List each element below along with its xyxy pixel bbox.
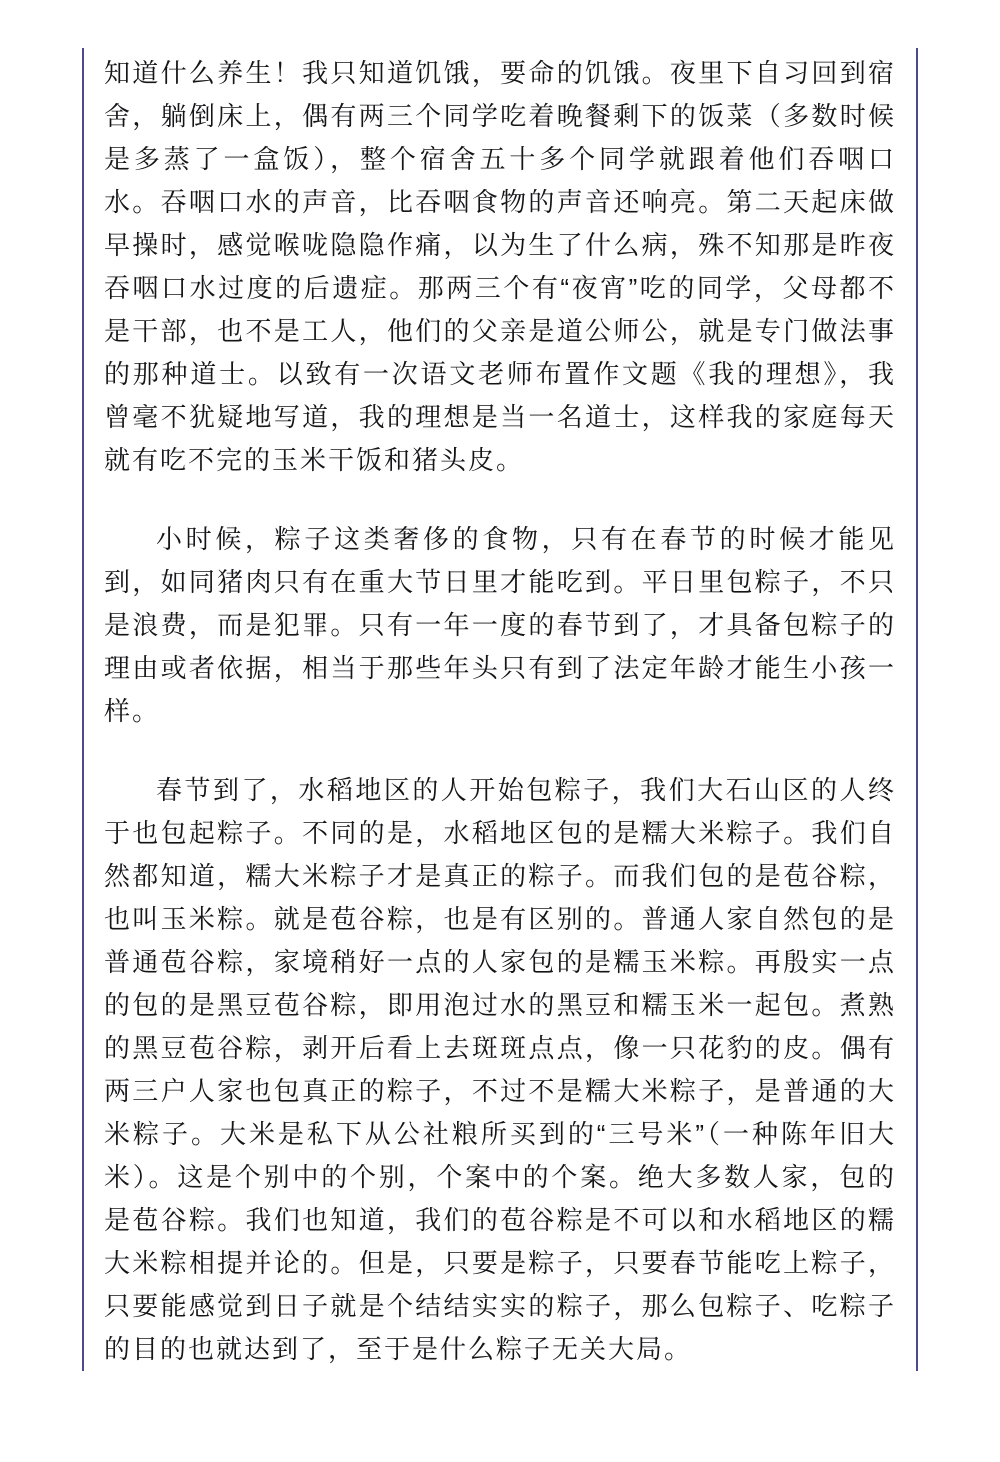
paragraph: 知道什么养生！我只知道饥饿，要命的饥饿。夜里下自习回到宿舍，躺倒床上，偶有两三个同学吃着晚餐剩下的饭菜（多数时候是多蒸了一盒饭），整个宿舍五十多个同学就跟着他们吞咽口水。吞咽口水的声音，比吞咽食物的声音还响亮。第二天起床做早操时，感觉喉咙隐隐作痛，以为生了什么病，殊不知那是昨夜吞咽口水过度的后遗症。那两三个有“夜宵”吃的同学，父母都不是干部，也不是工人，他们的父亲是道公师公，就是专门做法事的那种道士。以致有一次语文老师布置作文题《我的理想》，我曾毫不犹疑地写道，我的理想是当一名道士，这样我的家庭每天就有吃不完的玉米干饭和猪头皮。 xyxy=(104,58,896,475)
reader-page xyxy=(82,48,918,1371)
article-text-column xyxy=(104,52,896,1371)
paragraph: 春节到了，水稻地区的人开始包粽子，我们大石山区的人终于也包起粽子。不同的是，水稻地区包的是糯大米粽子。我们自然都知道，糯大米粽子才是真正的粽子。而我们包的是苞谷粽，也叫玉米粽。就是苞谷粽，也是有区别的。普通人家自然包的是普通苞谷粽，家境稍好一点的人家包的是糯玉米粽。再殷实一点的包的是黑豆苞谷粽，即用泡过水的黑豆和糯玉米一起包。煮熟的黑豆苞谷粽，剥开后看上去斑斑点点，像一只花豹的皮。偶有两三户人家也包真正的粽子，不过不是糯大米粽子，是普通的大米粽子。大米是私下从公社粮所买到的“三号米”（一种陈年旧大米）。这是个别中的个别，个案中的个案。绝大多数人家，包的是苞谷粽。我们也知道，我们的苞谷粽是不可以和水稻地区的糯大米粽相提并论的。但是，只要是粽子，只要春节能吃上粽子，只要能感觉到日子就是个结结实实的粽子，那么包粽子、吃粽子的目的也就达到了，至于是什么粽子无关大局。 xyxy=(104,775,896,1364)
paragraph: 小时候，粽子这类奢侈的食物，只有在春节的时候才能见到，如同猪肉只有在重大节日里才能吃到。平日里包粽子，不只是浪费，而是犯罪。只有一年一度的春节到了，才具备包粽子的理由或者依据，相当于那些年头只有到了法定年龄才能生小孩一样。 xyxy=(104,524,896,726)
